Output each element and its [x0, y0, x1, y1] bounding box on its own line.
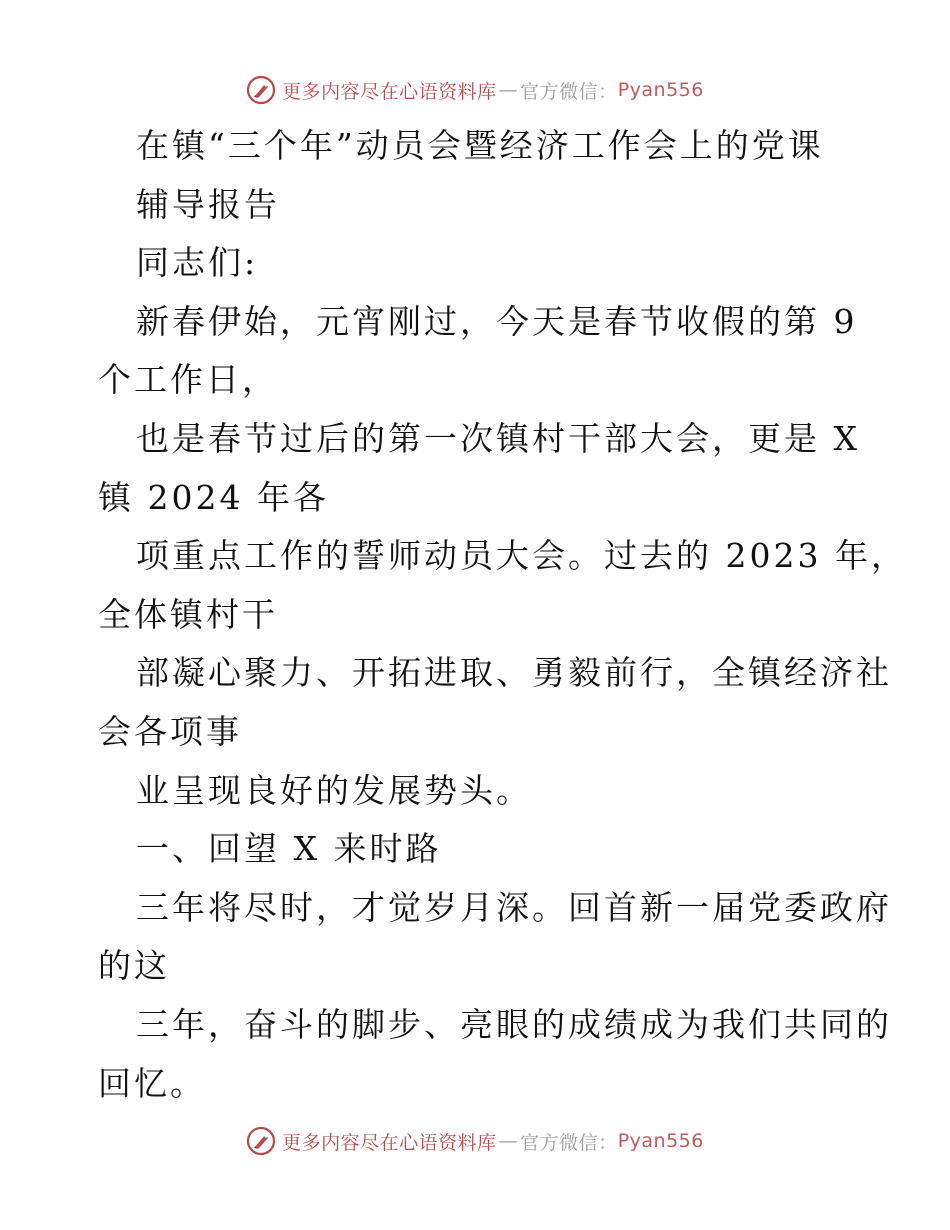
- text-line: 三年将尽时，才觉岁月深。回首新一届党委政府: [136, 887, 892, 927]
- text-line: 也是春节过后的第一次镇村干部大会，更是 X: [136, 418, 860, 458]
- footer-separator: —: [498, 1130, 519, 1152]
- text-line: 三年，奋斗的脚步、亮眼的成绩成为我们共同的: [136, 1004, 892, 1044]
- text-line: 镇 2024 年各: [98, 477, 329, 517]
- text-line: 回忆。: [98, 1063, 206, 1103]
- header-banner: [0, 70, 950, 110]
- text-line: 业呈现良好的发展势头。: [136, 770, 532, 810]
- footer-wechat-account: Pyan556: [617, 1130, 704, 1152]
- text-line: 项重点工作的誓师动员大会。过去的 2023 年，: [136, 536, 907, 576]
- text-line: 的这: [98, 946, 170, 986]
- text-line: 辅导报告: [136, 184, 280, 224]
- text-line: 全体镇村干: [98, 594, 278, 634]
- header-wechat-label: 官方微信：: [520, 80, 618, 103]
- header-separator: —: [498, 79, 519, 101]
- text-line: 部凝心聚力、开拓进取、勇毅前行，全镇经济社: [136, 653, 892, 693]
- footer-banner: [0, 1121, 950, 1161]
- header-brand-text: 更多内容尽在心语资料库: [282, 80, 497, 103]
- text-line: 个工作日，: [98, 360, 278, 400]
- text-line: 会各项事: [98, 711, 242, 751]
- text-line: 在镇“三个年”动员会暨经济工作会上的党课: [136, 126, 824, 165]
- document-body: [98, 117, 907, 1113]
- pen-nib-icon: [246, 1126, 276, 1156]
- text-line: 同志们:: [136, 243, 259, 283]
- header-wechat-account: Pyan556: [617, 79, 704, 101]
- pen-nib-icon: [246, 75, 276, 105]
- text-line: 一、回望 X 来时路: [136, 829, 442, 869]
- footer-wechat-label: 官方微信：: [520, 1131, 618, 1154]
- footer-brand-text: 更多内容尽在心语资料库: [282, 1131, 497, 1154]
- text-line: 新春伊始，元宵刚过，今天是春节收假的第 9: [136, 301, 858, 341]
